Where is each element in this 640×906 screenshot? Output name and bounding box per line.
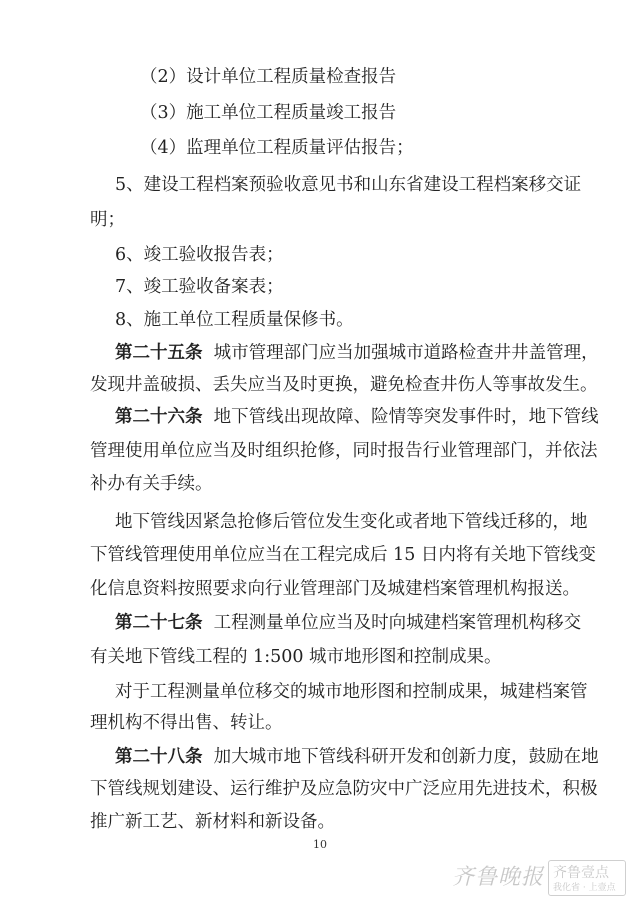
line-text: 8、施工单位工程质量保修书。 <box>115 310 354 330</box>
article-number: 第二十七条 <box>115 613 203 633</box>
text-line <box>90 708 590 738</box>
line-text: （3）施工单位工程质量竣工报告 <box>140 103 397 123</box>
text-line <box>140 62 640 92</box>
line-text: 6、竣工验收报告表； <box>115 245 284 265</box>
text-line <box>115 170 615 200</box>
watermark-slogan: 我化省 · 上壹点 <box>553 883 616 893</box>
line-text: 地下管线因紧急抢修后管位发生变化或者地下管线迁移的，地 <box>115 512 588 532</box>
text-line <box>90 540 596 570</box>
watermark <box>452 858 632 898</box>
line-text: 加大城市地下管线科研开发和创新力度，鼓励在地 <box>213 747 599 767</box>
line-text: 工程测量单位应当及时向城建档案管理机构移交 <box>213 613 582 633</box>
text-line <box>90 205 590 235</box>
text-line <box>115 608 615 638</box>
page-number: 10 <box>313 838 327 851</box>
text-line <box>140 98 640 128</box>
line-text: 有关地下管线工程的 1:500 城市地形图和控制成果。 <box>90 647 502 667</box>
text-line <box>90 807 590 837</box>
article-number: 第二十六条 <box>115 407 203 427</box>
line-text: （2）设计单位工程质量检查报告 <box>140 67 397 87</box>
line-text: 下管线规划建设、运行维护及应急防灾中广泛应用先进技术，积极 <box>90 779 598 799</box>
line-text: 推广新工艺、新材料和新设备。 <box>90 812 335 832</box>
text-line <box>115 507 615 537</box>
line-text: 城市管理部门应当加强城市道路检查井井盖管理， <box>213 343 599 363</box>
line-text: 下管线管理使用单位应当在工程完成后 15 日内将有关地下管线变 <box>90 545 596 565</box>
article-number: 第二十五条 <box>115 343 203 363</box>
watermark-name: 齐鲁晚报 <box>452 865 545 890</box>
watermark-logo <box>548 860 626 896</box>
line-text: 补办有关手续。 <box>90 474 213 494</box>
text-line <box>115 338 615 368</box>
line-text: 5、建设工程档案预验收意见书和山东省建设工程档案移交证 <box>115 175 582 195</box>
text-line <box>115 742 615 772</box>
text-line <box>115 272 615 302</box>
text-line <box>90 436 598 466</box>
line-text: 7、竣工验收备案表； <box>115 277 284 297</box>
text-line <box>90 774 598 804</box>
text-line <box>140 133 640 163</box>
line-text: 发现井盖破损、丢失应当及时更换，避免检查井伤人等事故发生。 <box>90 375 598 395</box>
text-line <box>115 305 615 335</box>
line-text: 地下管线出现故障、险情等突发事件时，地下管线 <box>213 407 599 427</box>
text-line <box>115 240 615 270</box>
line-text: 对于工程测量单位移交的城市地形图和控制成果，城建档案管 <box>115 682 588 702</box>
text-line <box>90 469 590 499</box>
watermark-brand: 齐鲁壹点 <box>553 865 609 881</box>
line-text: 化信息资料按照要求向行业管理部门及城建档案管理机构报送。 <box>90 579 580 599</box>
line-text: 管理使用单位应当及时组织抢修，同时报告行业管理部门，并依法 <box>90 441 598 461</box>
line-text: （4）监理单位工程质量评估报告； <box>140 138 414 158</box>
text-line <box>90 642 590 672</box>
text-line <box>90 370 598 400</box>
text-line <box>90 574 590 604</box>
text-line <box>115 677 615 707</box>
article-number: 第二十八条 <box>115 747 203 767</box>
line-text: 明； <box>90 210 125 230</box>
line-text: 理机构不得出售、转让。 <box>90 713 283 733</box>
text-line <box>115 402 615 432</box>
